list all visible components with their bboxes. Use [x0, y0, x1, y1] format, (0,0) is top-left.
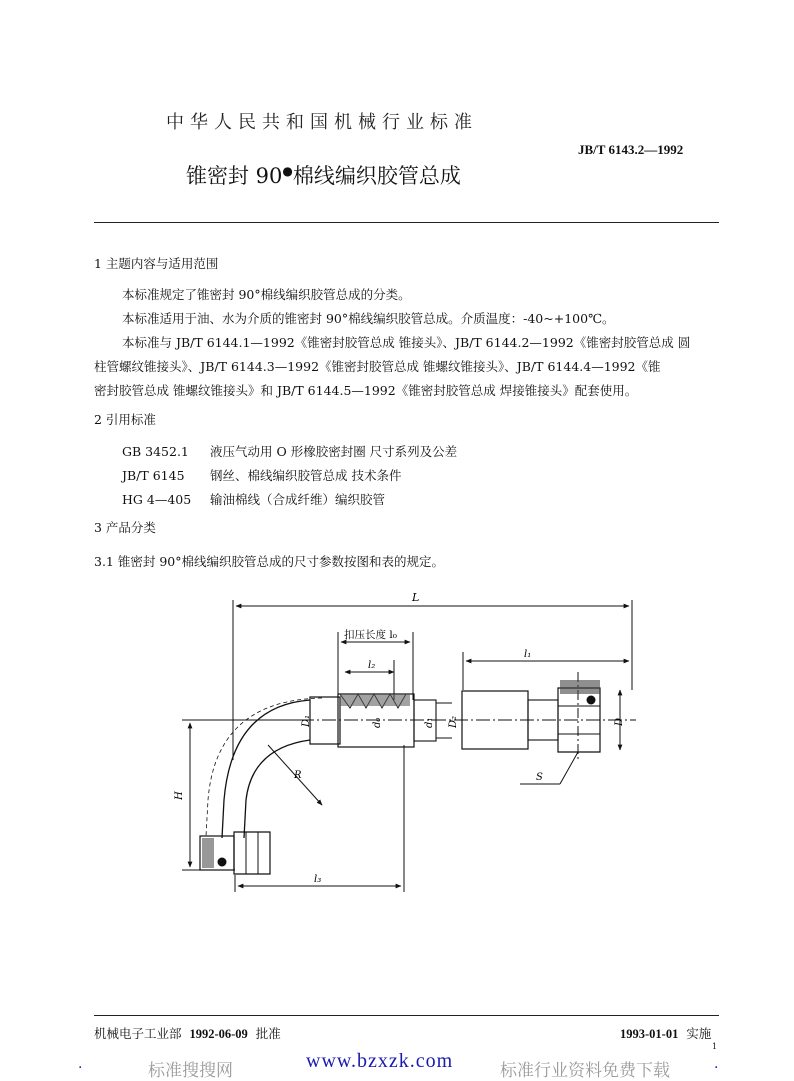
issuer: 机械电子工业部 [94, 1026, 182, 1041]
issue-word: 批准 [255, 1026, 281, 1041]
reference-title: 钢丝、棉线编织胶管总成 技术条件 [210, 468, 402, 483]
reference-code: JB/T 6145 [122, 468, 185, 483]
watermark-left: 标准搜搜网 [148, 1061, 233, 1081]
label-R: R [294, 770, 302, 781]
label-crimp-length: 扣压长度 l₀ [344, 629, 397, 641]
section2-heading: 2 引用标准 [94, 412, 156, 427]
footer-rule [94, 1015, 719, 1016]
reference-code: GB 3452.1 [122, 444, 189, 459]
section1-paragraph-3-line2: 柱管螺纹锥接头》、JB/T 6144.3—1992《锥密封胶管总成 锥螺纹锥接头》、JB/T 6144.4—1992《锥 [94, 359, 661, 374]
watermark-url[interactable]: www.bzxzk.com [306, 1050, 454, 1072]
approval-line [94, 1024, 281, 1042]
section3-heading: 3 产品分类 [94, 520, 156, 535]
degree-mark: ● [282, 164, 293, 178]
label-d1: d₁ [424, 717, 435, 728]
effective-date: 1993-01-01 [620, 1027, 679, 1041]
section1-paragraph-3-line3: 密封胶管总成 锥螺纹锥接头》和 JB/T 6144.5—1992《锥密封胶管总成 焊接锥接头》配套使用。 [94, 383, 638, 398]
label-S: S [536, 772, 543, 783]
section1-paragraph-3-line1: 本标准与 JB/T 6144.1—1992《锥密封胶管总成 锥接头》、JB/T 6144.2—1992《锥密封胶管总成 圆 [122, 335, 691, 350]
label-D2: D₂ [448, 715, 459, 728]
reference-code: HG 4—405 [122, 492, 192, 507]
document-title-pre: 锥密封 90 [186, 164, 283, 188]
standard-code: JB/T 6143.2—1992 [578, 142, 684, 157]
issue-date: 1992-06-09 [189, 1027, 248, 1041]
label-D1: D₁ [301, 714, 312, 727]
section1-paragraph-2: 本标准适用于油、水为介质的锥密封 90°棉线编织胶管总成。介质温度：-40~+100℃。 [122, 311, 615, 326]
section1-heading: 1 主题内容与适用范围 [94, 256, 219, 271]
reference-title: 液压气动用 O 形橡胶密封圈 尺寸系列及公差 [210, 444, 458, 459]
page-number: 1 [712, 1042, 718, 1051]
label-l3: l₃ [314, 874, 322, 885]
label-l1: l₁ [524, 649, 532, 660]
watermark-right: 标准行业资料免费下载 [500, 1061, 670, 1081]
government-title: 中华人民共和国机械行业标准 [166, 112, 478, 133]
label-L: L [412, 591, 420, 604]
reference-title: 输油棉线（合成纤维）编织胶管 [210, 492, 386, 507]
watermark-dot-icon: · [714, 1060, 719, 1076]
document-title-post: 棉线编织胶管总成 [292, 164, 461, 188]
effective-word: 实施 [686, 1026, 712, 1041]
label-l2: l₂ [368, 660, 376, 671]
section1-paragraph-1: 本标准规定了锥密封 90°棉线编织胶管总成的分类。 [122, 287, 411, 302]
section3-1-heading: 3.1 锥密封 90°棉线编织胶管总成的尺寸参数按图和表的规定。 [94, 554, 444, 569]
effective-line [620, 1024, 711, 1042]
label-D: D [614, 717, 625, 726]
watermark-dot-icon: · [78, 1060, 83, 1076]
label-d0: d₀ [372, 717, 383, 728]
label-H: H [174, 791, 185, 800]
